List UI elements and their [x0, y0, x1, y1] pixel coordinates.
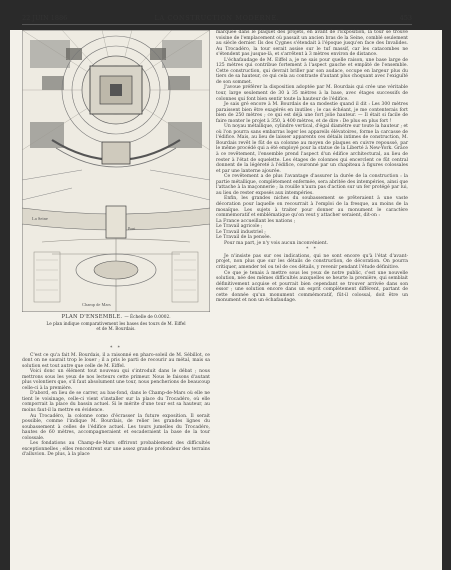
figure-caption	[22, 314, 210, 331]
site-plan-figure	[22, 30, 210, 312]
left-text-column	[22, 345, 210, 458]
paragraph: C'est ce qu'a fait M. Bourdais, il a raisonné en pharo-soleil de M. Sébillot, ce dont on ne saurait trop le louer ; il a pris le parti de recourir au métal, mais sa solution est tout autre que celle de M. Eiffel.	[22, 352, 210, 369]
paragraph: L'échafaudage de M. Eiffel a, je ne sais pour quelle raison, une base large de 125 mètres qui contribue fortement à l'aspect gauche et empâté de l'ensemble. Cette construction, qui devrait briller par son audace, occupe en largeur plus du tiers de sa hauteur, ce qui cela au contraste d'autant plus choquant avec l'exiguïté de son sommet.	[216, 57, 408, 85]
paragraph: Au Trocadéro, la colonne como d'écrasser la future exposition. Il serait possible, comme l'indique M. Bourdais, de relier les grandes lignes du soubassement à celles de l'édifice actuel. Les tours jumelles du Trocadéro, hautes de 60 mètres, accompagneraient et escaderaient la base de la tour colossale.	[22, 413, 210, 441]
header-date: 22 JUIN 1886	[22, 14, 68, 22]
paragraph: Pour ma part, je n'y vois aucun inconvénient.	[224, 240, 329, 246]
section-separator: * *	[306, 247, 318, 253]
paragraph: La France accueillant les nations ;	[216, 218, 296, 224]
caption-line-2: Le plan indique comparativement les bases des tours de M. Eiffel	[46, 321, 186, 326]
caption-line-3: et de M. Bourdais.	[96, 326, 136, 331]
caption-title: PLAN D'ENSEMBLE.	[61, 314, 123, 320]
paragraph: Voici donc un élément tout nouveau qui s'introduit dans le débat ; nous mettrons sous les yeux de nos lecteurs cette primeur. Nous le faisons d'autant plus volontiers que, s'il faut absolument une tour, nous pencherions de beaucoup celle-ci à la première.	[22, 369, 210, 391]
paragraph: Enfin, les grandes niches du soubassement se prêteraient à une vaste décoration pour laquelle on recourrait à l'emploi de la fresque, au moins de la mosaïque. Les sujets à traiter pour donner au monument le caractère commémoratif et emblématique qu'on veut y attacher seraient, dit-on :	[216, 196, 408, 219]
seine-label: La Seine	[32, 216, 48, 221]
site-plan-drawing	[22, 30, 210, 312]
paragraph: Je sais gré encore à M. Bourdais de sa modestie quand il dit : Les 300 mètres paraissent bien être exagérés en inutiles ; le cas échéant, je me contenterais fort bien de 250 mètres ; ce qui est déjà une fort jolie hauteur. — Il était si facile de faire monter le projet à 350, à 400 mètres, et de dire : De plus en plus fort !	[216, 102, 408, 124]
paragraph: marquée dans le plaquet des projets, en avant de l'Exposition, la tour se trouve voisine de l'emplacement où passait un ancien bras de la Seine, comblé seulement au siècle dernier. Ils des Cygnes s'étendait à l'époque jusqu'en face des Invalides. Au Trocadéro, la tour serait assise sur le tuf massif, car les catacombes ne s'étendent pas jusque-là, et s'arrêtent à 3 mètres environ de distance.	[216, 30, 408, 58]
paragraph: Un noyau métallique, cylindre vertical, d'égal diamètre sur toute la hauteur ; et où l'on pourra sans embarras loger les appareils élévatoires, forme la carcasse de l'édifice. Mais, au lieu de laisser apparents ces détails intimes de construction, M. Bourdais revêt le fût de sa colonne au moyen de plaques en cuivre repoussé, par le même procédé qui a été employé pour la statue de la Liberté à New-York. Grâce à ce revêtement, l'ensemble prend l'aspect d'un édifice architectural, au lieu de rester à l'état de squelette. Les étages de colonnes qui encerclent ce fût central donnent de la légèreté à l'édifice, couronné par un chapiteau à figures colossales et par une lanterne ajourée.	[216, 124, 409, 174]
paragraph: Je n'insiste pas sur ces indications, qui ne sont encore qu'à l'état d'avant-projet, non plus que sur les détails de construction, de décoration. On pourra critiquer, amender tel ou tel de ces détails, y revenir pendant l'étude définitive.	[216, 253, 408, 270]
page-header	[22, 14, 412, 24]
paragraph: Le Travail industriel ;	[216, 229, 266, 235]
paragraph: Ce que je tenais à mettre sous les yeux de notre public, c'est une nouvelle solution, née des mêmes difficultés auxquelles se heurte la première, qui semblait définitivement acquise et pourrait bien cependant se trouver arrivée dans son essor ; une solution encore dans un esprit complètement différent, partant de cette donnée qu'un monument commémoratif, fût-il colossal, doit être un monument et non un échafaudage.	[216, 270, 408, 304]
section-separator: * *	[110, 346, 122, 351]
header-page-number: 453	[399, 14, 412, 22]
paragraph: Ce revêtement a de plus l'avantage d'assurer la durée de la construction : la partie métallique, complètement enfermée, sera abritée des intempéries, ainsi que l'attache à la maçonnerie ; la rouille n'aura pas d'action sur un fer protégé par lui, au lieu de rester exposés aux intempéries.	[216, 174, 408, 196]
paragraph: Les fondations au Champ-de-Mars offriront probablement des difficultés exceptionnelles ; elles rencontrent sur une assez grande profondeur des terrains d'alluvion. De plus, à la place	[22, 441, 210, 458]
paragraph: Le Travail agricole ;	[216, 224, 263, 230]
right-text-column	[216, 30, 408, 304]
caption-scale: — Échelle de 0.0002.	[124, 315, 171, 320]
header-rule	[22, 24, 412, 25]
paragraph: Le Travail de la pensée.	[216, 235, 272, 241]
paragraph: J'avoue préférer la disposition adoptée par M. Bourdais qui crée une véritable tour, large seulement de 30 à 35 mètres à la base, avec étages successifs de colonnes qui font bien sentir toute la hauteur de l'édifice.	[216, 85, 408, 102]
paragraph: D'abord, en lieu de se carrer, au bas-fond, dans le Champ-de-Mars où elle ne tient le voisinage, celle-ci vient s'installer sur la place du Trocadéro, où elle comporrait la place du bassin actuel. Si le mérite d'une tour est sa hauteur, au moins faut-il la mettre en évidence.	[22, 391, 210, 414]
header-journal-title: LA CONSTRUCTION MODERNE.	[154, 14, 280, 22]
bridge-label: Pont	[128, 226, 136, 231]
champ-de-mars-label: Champ de Mars	[82, 302, 111, 307]
